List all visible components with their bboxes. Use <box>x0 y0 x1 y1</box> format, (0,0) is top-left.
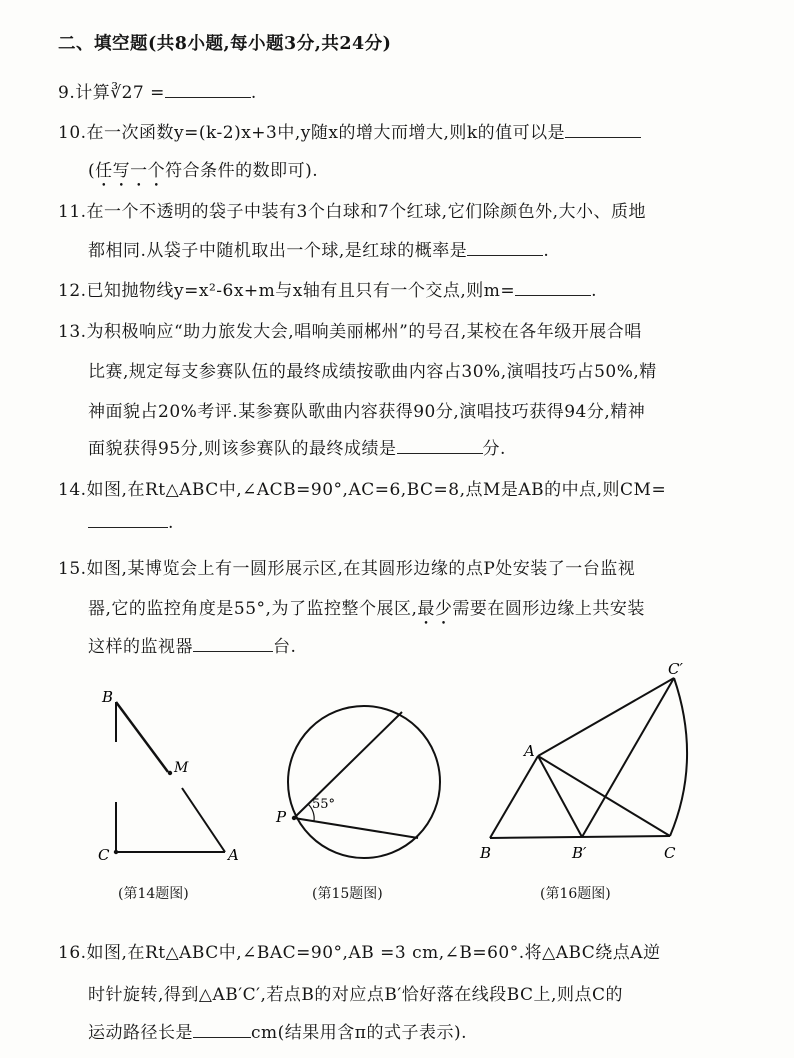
q14-end: . <box>168 513 174 533</box>
q12-answer-blank[interactable] <box>515 294 591 296</box>
q13-end: 分. <box>482 439 506 459</box>
fig16-label-b: B <box>480 844 492 862</box>
fig14-label-m: M <box>174 760 189 776</box>
figure-15 <box>272 690 452 870</box>
fig15-ray-lower <box>294 818 418 838</box>
question-16-line3 <box>88 1018 467 1043</box>
fig14-point-m <box>168 771 172 775</box>
question-16-line2: 时针旋转,得到△AB′C′,若点B的对应点B′恰好落在线段BC上,则点C的 <box>88 985 623 1005</box>
fig16-caption: (第16题图) <box>540 886 611 902</box>
fig14-label-a: A <box>228 846 239 864</box>
question-15-line1: 15.如图,某博览会上有一圆形展示区,在其圆形边缘的点P处安装了一台监视 <box>58 559 636 579</box>
fig16-side-ab-prime <box>538 756 582 837</box>
question-11-line2 <box>88 236 549 261</box>
fig16-label-c-prime: C′ <box>668 660 683 678</box>
question-13-line4 <box>88 434 506 459</box>
question-13-line3: 神面貌占20%考评.某参赛队歌曲内容获得90分,演唱技巧获得94分,精神 <box>88 402 646 422</box>
q11-text: 都相同.从袋子中随机取出一个球,是红球的概率是 <box>88 241 468 261</box>
q12-end: . <box>591 281 598 301</box>
q9-end: . <box>250 83 257 103</box>
question-14-line2 <box>88 513 174 533</box>
fig15-label-angle: 55° <box>312 797 336 812</box>
q15-end: 台. <box>273 637 297 657</box>
fig16-side-ab <box>490 756 538 838</box>
question-10-line1 <box>58 118 641 143</box>
q16-text: 运动路径长是 <box>88 1023 193 1043</box>
fig16-side-ac-prime <box>538 678 674 756</box>
fig15-caption: (第15题图) <box>312 886 383 902</box>
question-14-line1: 14.如图,在Rt△ABC中,∠ACB=90°,AC=6,BC=8,点M是AB的中点,则CM= <box>58 480 667 500</box>
fig14-point-c <box>114 850 118 854</box>
q10-paren: ( <box>88 161 96 181</box>
q15-answer-blank[interactable] <box>193 650 273 652</box>
q10-emphasis: 任写一个 <box>95 161 166 181</box>
question-15-line3 <box>88 632 296 657</box>
q14-answer-blank[interactable] <box>88 526 168 528</box>
question-15-line2 <box>88 594 645 629</box>
question-11-line1: 11.在一个不透明的袋子中装有3个白球和7个红球,它们除颜色外,大小、质地 <box>58 202 646 222</box>
q15-tail: 需要在圆形边缘上共安装 <box>452 599 645 619</box>
fig14-segment-bm <box>116 702 168 772</box>
section-title: 二、填空题(共8小题,每小题3分,共24分) <box>58 34 392 54</box>
fig15-circle <box>288 706 440 858</box>
question-16-line1: 16.如图,在Rt△ABC中,∠BAC=90°,AB =3 cm,∠B=60°.将△ABC绕点A逆 <box>58 943 661 963</box>
q11-answer-blank[interactable] <box>467 254 543 256</box>
q9-number: 9. <box>58 83 76 103</box>
fig16-label-a: A <box>524 742 535 760</box>
fig14-caption: (第14题图) <box>118 886 189 902</box>
question-12 <box>58 276 597 301</box>
q15-text3: 这样的监视器 <box>88 637 193 657</box>
q16-tail: cm(结果用含π的式子表示). <box>251 1023 467 1043</box>
fig16-side-bc <box>490 836 670 838</box>
fig16-label-c: C <box>664 844 676 862</box>
q15-text: 器,它的监控角度是55°,为了监控整个展区, <box>88 599 418 619</box>
question-13-line2: 比赛,规定每支参赛队伍的最终成绩按歌曲内容占30%,演唱技巧占50%,精 <box>88 362 657 382</box>
q9-answer-blank[interactable] <box>165 96 251 98</box>
fig15-label-p: P <box>276 808 287 826</box>
q16-answer-blank[interactable] <box>193 1036 251 1038</box>
fig16-side-b-prime-c-prime <box>582 678 674 837</box>
q12-text: 12.已知抛物线y=x²-6x+m与x轴有且只有一个交点,则m= <box>58 281 516 301</box>
q9-expression: ∛27 = <box>110 83 165 103</box>
fig15-point-p <box>292 816 296 820</box>
q9-text: 计算 <box>75 83 111 103</box>
q13-text: 面貌获得95分,则该参赛队的最终成绩是 <box>88 439 397 459</box>
q10-tail: 符合条件的数即可). <box>165 161 319 181</box>
fig14-label-c: C <box>98 846 110 864</box>
q11-end: . <box>543 241 550 261</box>
q15-emphasis: 最少 <box>417 599 453 619</box>
q13-answer-blank[interactable] <box>397 452 483 454</box>
question-13-line1: 13.为积极响应“助力旅发大会,唱响美丽郴州”的号召,某校在各年级开展合唱 <box>58 322 642 342</box>
fig14-label-b: B <box>102 688 114 706</box>
fig16-side-ac <box>538 756 670 836</box>
fig14-segment-ma <box>182 788 225 852</box>
q10-answer-blank[interactable] <box>565 136 641 138</box>
figure-16 <box>470 660 710 870</box>
question-10-line2 <box>88 156 318 191</box>
question-9 <box>58 78 257 103</box>
figure-14 <box>90 680 250 870</box>
fig16-arc-cc-prime <box>670 678 687 836</box>
q10-text: 10.在一次函数y=(k-2)x+3中,y随x的增大而增大,则k的值可以是 <box>58 123 566 143</box>
fig16-label-b-prime: B′ <box>572 844 587 862</box>
